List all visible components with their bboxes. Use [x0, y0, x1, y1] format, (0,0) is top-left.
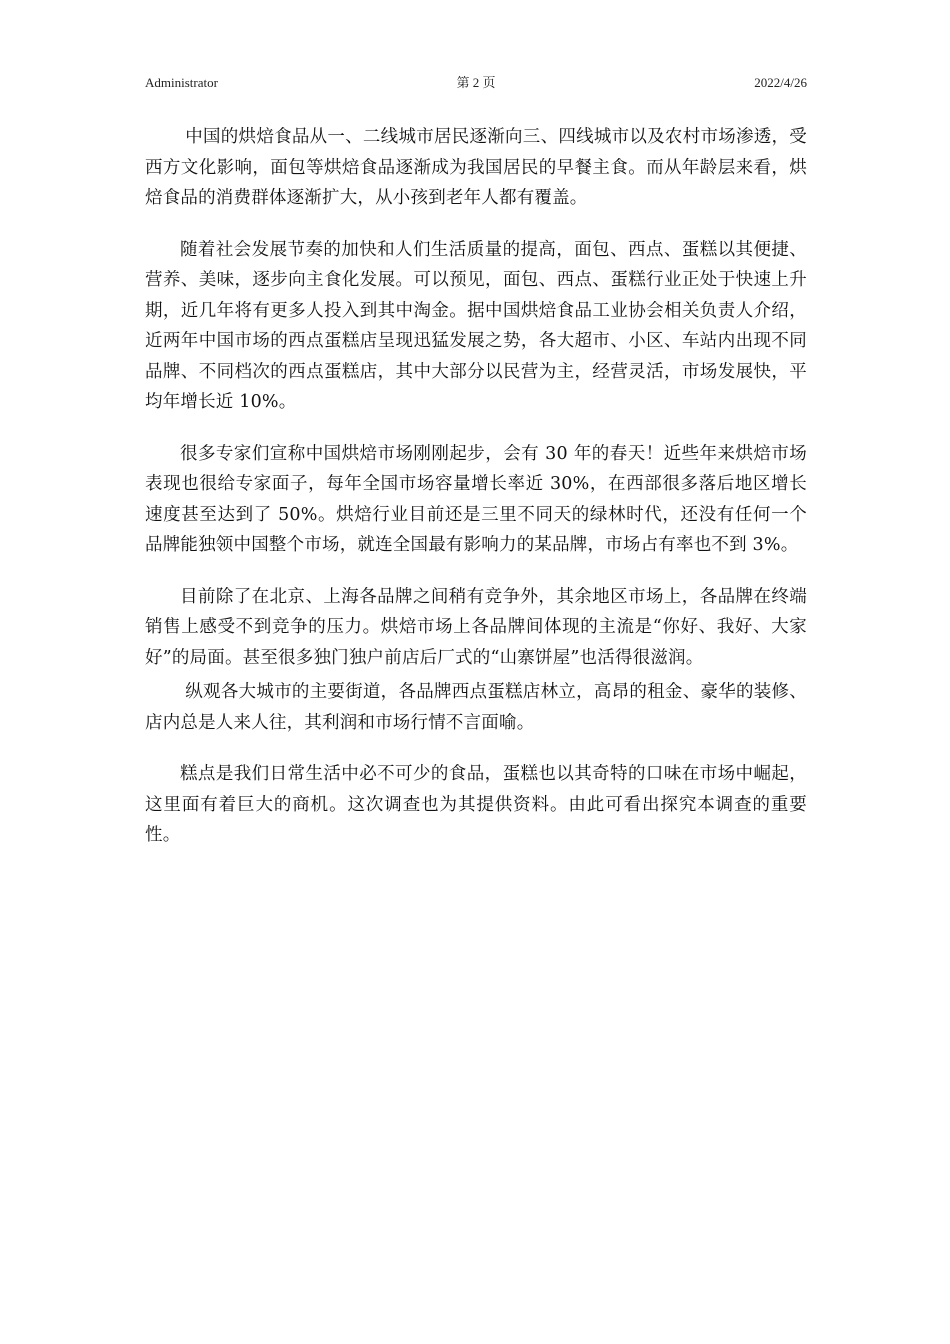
paragraph-3: 很多专家们宣称中国烘焙市场刚刚起步，会有 30 年的春天！近些年来烘焙市场表现也很给专家面子，每年全国市场容量增长率近 30%，在西部很多落后地区增长速度甚至达到了 50%。烘焙行业目前还是三里不同天的绿林时代，还没有任何一个品牌能独领中国整个市场，就连全国最有影响力的某品牌，市场占有率也不到 3%。: [145, 443, 807, 555]
paragraph-6: 糕点是我们日常生活中必不可少的食品，蛋糕也以其奇特的口味在市场中崛起，这里面有着巨大的商机。这次调查也为其提供资料。由此可看出探究本调查的重要性。: [145, 764, 807, 845]
paragraph-1: 中国的烘焙食品从一、二线城市居民逐渐向三、四线城市以及农村市场渗透，受西方文化影响，面包等烘焙食品逐渐成为我国居民的早餐主食。而从年龄层来看，烘焙食品的消费群体逐渐扩大，从小孩到老年人都有覆盖。: [145, 127, 807, 208]
paragraph-2: 随着社会发展节奏的加快和人们生活质量的提高，面包、西点、蛋糕以其便捷、营养、美味，逐步向主食化发展。可以预见，面包、西点、蛋糕行业正处于快速上升期，近几年将有更多人投入到其中淘金。据中国烘焙食品工业协会相关负责人介绍，近两年中国市场的西点蛋糕店呈现迅猛发展之势，各大超市、小区、车站内出现不同品牌、不同档次的西点蛋糕店，其中大部分以民营为主，经营灵活，市场发展快，平均年增长近 10%。: [145, 239, 807, 412]
paragraph-5: 纵观各大城市的主要街道，各品牌西点蛋糕店林立，高昂的租金、豪华的装修、店内总是人来人往，其利润和市场行情不言面喻。: [145, 682, 807, 733]
paragraph-4: 目前除了在北京、上海各品牌之间稍有竞争外，其余地区市场上，各品牌在终端销售上感受不到竞争的压力。烘焙市场上各品牌间体现的主流是“你好、我好、大家好”的局面。甚至很多独门独户前店后厂式的“山寨饼屋”也活得很滋润。: [145, 586, 807, 668]
header-page-number: 第 2 页: [456, 75, 496, 90]
header-date: 2022/4/26: [754, 75, 807, 90]
header-author: Administrator: [145, 75, 218, 90]
document-body: [145, 122, 807, 872]
page-header: [145, 74, 807, 92]
